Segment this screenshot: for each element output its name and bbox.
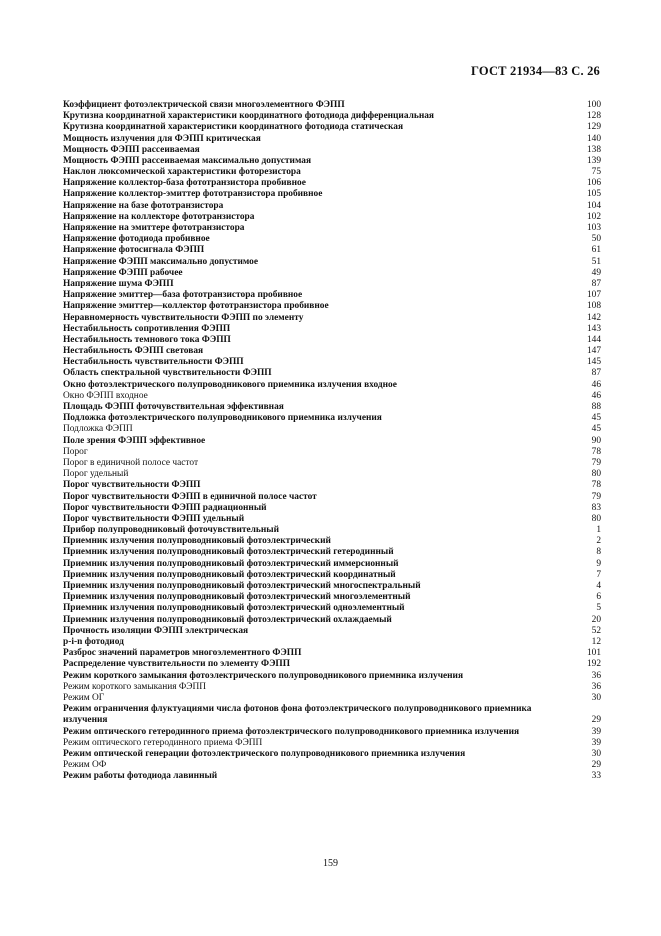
index-term: Неравномерность чувствительности ФЭПП по элементу: [63, 312, 304, 323]
index-entry: [63, 122, 601, 133]
index-entry: [63, 313, 601, 324]
index-term: Приемник излучения полупроводниковый фотоэлектрический иммерсионный: [63, 558, 399, 569]
index-term: Режим ОГ: [63, 692, 105, 703]
index-page-number: 83: [591, 502, 601, 513]
index-term: Напряжение ФЭПП максимально допустимое: [63, 256, 259, 267]
index-term: Нестабильность сопротивления ФЭПП: [63, 323, 231, 334]
index-page-number: 30: [591, 748, 601, 759]
index-page-number: 144: [586, 334, 601, 345]
index-term: Порог в единичной полосе частот: [63, 457, 199, 468]
index-term: Приемник излучения полупроводниковый фотоэлектрический многоспектральный: [63, 581, 421, 592]
index-entry: [63, 268, 601, 279]
index-entry: [63, 145, 601, 156]
index-page-number: 39: [591, 737, 601, 748]
index-term: Крутизна координатной характеристики координатного фотодиода дифференциальная: [63, 111, 434, 122]
index-term: Область спектральной чувствительности ФЭПП: [63, 368, 272, 379]
index-page-number: 106: [586, 178, 601, 189]
index-term: Распределение чувствительности по элементу ФЭПП: [63, 659, 291, 670]
index-page-number: 80: [591, 513, 601, 524]
index-term: Наклон люксомической характеристики фоторезистора: [63, 167, 301, 178]
index-page-number: 78: [591, 446, 601, 457]
index-entry: [63, 402, 601, 413]
index-page-number: 108: [586, 301, 601, 312]
index-entry: [63, 447, 601, 458]
index-term: Приемник излучения полупроводниковый фотоэлектрический охлаждаемый: [63, 614, 392, 625]
index-page-number: 46: [591, 390, 601, 401]
index-term: Порог: [63, 446, 88, 457]
index-term: Порог чувствительности ФЭПП удельный: [63, 513, 245, 524]
index-entry: [63, 760, 601, 771]
index-term: Напряжение шума ФЭПП: [63, 278, 174, 289]
index-term: Напряжение ФЭПП рабочее: [63, 267, 183, 278]
index-page-number: 1: [596, 525, 601, 536]
index-page-number: 33: [591, 771, 601, 782]
index-entry: [63, 245, 601, 256]
index-term: Нестабильность чувствительности ФЭПП: [63, 357, 244, 368]
index-page-number: 104: [586, 200, 601, 211]
index-term: Коэффициент фотоэлектрической связи многоэлементного ФЭПП: [63, 99, 345, 110]
index-page-number: 6: [596, 592, 601, 603]
index-entry: [63, 469, 601, 480]
index-term: Режим короткого замыкания фотоэлектрического полупроводникового приемника излучения: [63, 670, 464, 681]
index-term: Приемник излучения полупроводниковый фотоэлектрический гетеродинный: [63, 547, 394, 558]
index-entry: [63, 223, 601, 234]
index-entry: [63, 201, 601, 212]
index-term: Напряжение коллектор-эмиттер фототранзистора пробивное: [63, 189, 323, 200]
index-entry: [63, 671, 601, 682]
index-entry: [63, 134, 601, 145]
index-entry: [63, 693, 601, 704]
index-term: Порог чувствительности ФЭПП: [63, 480, 201, 491]
index-term: Приемник излучения полупроводниковый фотоэлектрический одноэлементный: [63, 603, 405, 614]
index-page-number: 128: [586, 111, 601, 122]
index-entry: [63, 380, 601, 391]
index-page-number: 80: [591, 469, 601, 480]
index-page-number: 46: [591, 379, 601, 390]
index-page-number: 140: [586, 133, 601, 144]
index-page-number: 39: [591, 726, 601, 737]
index-page-number: 79: [591, 491, 601, 502]
index-entry: [63, 592, 601, 603]
index-page-number: 45: [591, 424, 601, 435]
page-number: 159: [323, 858, 338, 869]
index-page-number: 147: [586, 346, 601, 357]
index-page-number: 30: [591, 692, 601, 703]
index-page-number: 79: [591, 457, 601, 468]
index-page-number: 90: [591, 435, 601, 446]
index-term: Мощность ФЭПП рассеиваемая максимально допустимая: [63, 155, 312, 166]
index-term: Напряжение эмиттер—коллектор фототранзистора пробивное: [63, 301, 329, 312]
index-entry: [63, 279, 601, 290]
index-entry: [63, 436, 601, 447]
index-entry: [63, 301, 601, 312]
index-page-number: 52: [591, 625, 601, 636]
index-entry: [63, 626, 601, 637]
index-entry: [63, 603, 601, 614]
index-entry: [63, 346, 601, 357]
index-term: Режим ограничения флуктуациями числа фотонов фона фотоэлектрического полупроводникового приемника излучения: [63, 704, 532, 726]
index-term: Режим оптической генерации фотоэлектрического полупроводникового приемника излучения: [63, 748, 466, 759]
index-term: Напряжение фотодиода пробивное: [63, 234, 210, 245]
index-page-number: 61: [591, 245, 601, 256]
index-page-number: 8: [596, 547, 601, 558]
index-page-number: 5: [596, 603, 601, 614]
index-entry: [63, 749, 601, 760]
index-term: Напряжение эмиттер—база фототранзистора пробивное: [63, 290, 303, 301]
index-page-number: 103: [586, 223, 601, 234]
index-term: Прочность изоляции ФЭПП электрическая: [63, 625, 249, 636]
index-page-number: 12: [591, 636, 601, 647]
index-page-number: 4: [596, 581, 601, 592]
index-page-number: 36: [591, 681, 601, 692]
index-entry: [63, 100, 601, 111]
index-page-number: 143: [586, 323, 601, 334]
index-term: p-i-n фотодиод: [63, 636, 124, 647]
index-page-number: 88: [591, 402, 601, 413]
index-page-number: 7: [596, 569, 601, 580]
index-term: Приемник излучения полупроводниковый фотоэлектрический координатный: [63, 569, 396, 580]
index-entry: [63, 234, 601, 245]
index-entry: [63, 704, 601, 726]
index-entry: [63, 324, 601, 335]
index-term: Режим ОФ: [63, 760, 107, 771]
index-page-number: 107: [586, 290, 601, 301]
index-page-number: 102: [586, 211, 601, 222]
index-page-number: 36: [591, 670, 601, 681]
index-entry: [63, 190, 601, 201]
index-term: Приемник излучения полупроводниковый фотоэлектрический: [63, 536, 331, 547]
index-page-number: 51: [591, 256, 601, 267]
index-term: Окно ФЭПП входное: [63, 390, 148, 401]
index-entry: [63, 559, 601, 570]
index-term: Режим работы фотодиода лавинный: [63, 771, 218, 782]
index-entry: [63, 648, 601, 659]
index-page-number: 9: [596, 558, 601, 569]
index-page-number: 87: [591, 368, 601, 379]
index-term: Порог чувствительности ФЭПП радиационный: [63, 502, 267, 513]
index-page-number: 101: [586, 648, 601, 659]
index-term: Порог удельный: [63, 469, 129, 480]
index-entry: [63, 257, 601, 268]
index-entry: [63, 570, 601, 581]
index-term: Напряжение на базе фототранзистора: [63, 200, 224, 211]
index-entry: [63, 357, 601, 368]
index-entry: [63, 492, 601, 503]
index-page-number: 87: [591, 278, 601, 289]
index-entry: [63, 771, 601, 782]
index-term: Приемник излучения полупроводниковый фотоэлектрический многоэлементный: [63, 592, 411, 603]
index-page-number: 20: [591, 614, 601, 625]
index-page-number: 2: [596, 536, 601, 547]
index-entry: [63, 514, 601, 525]
index-entry: [63, 458, 601, 469]
index-page-number: 129: [586, 122, 601, 133]
index-entry: [63, 682, 601, 693]
index-entry: [63, 659, 601, 670]
index-entry: [63, 536, 601, 547]
index-term: Нестабильность ФЭПП световая: [63, 346, 204, 357]
index-term: Мощность ФЭПП рассеиваемая: [63, 144, 200, 155]
index-term: Нестабильность темнового тока ФЭПП: [63, 334, 231, 345]
index-entry: [63, 738, 601, 749]
index-term: Крутизна координатной характеристики координатного фотодиода статическая: [63, 122, 404, 133]
index-entry: [63, 424, 601, 435]
index-term: Напряжение на эмиттере фототранзистора: [63, 223, 245, 234]
index-entry: [63, 637, 601, 648]
index-entry: [63, 480, 601, 491]
index-term: Подложка фотоэлектрического полупроводникового приемника излучения: [63, 413, 382, 424]
index-entry: [63, 212, 601, 223]
index-page-number: 192: [586, 659, 601, 670]
index-entry: [63, 335, 601, 346]
index-term: Разброс значений параметров многоэлементного ФЭПП: [63, 648, 302, 659]
index-entry: [63, 548, 601, 559]
index-page-number: 139: [586, 155, 601, 166]
index-entry: [63, 391, 601, 402]
index-entry: [63, 178, 601, 189]
index-term: Режим оптического гетеродинного приема ФЭПП: [63, 737, 263, 748]
index-term: Площадь ФЭПП фоточувствительная эффективная: [63, 402, 284, 413]
index-page-number: 75: [591, 167, 601, 178]
index-term: Напряжение на коллекторе фототранзистора: [63, 211, 255, 222]
index-page-number: 105: [586, 189, 601, 200]
index-term: Порог чувствительности ФЭПП в единичной полосе частот: [63, 491, 317, 502]
index-term: Мощность излучения для ФЭПП критическая: [63, 133, 261, 144]
index-entry: [63, 727, 601, 738]
index-entry: [63, 581, 601, 592]
index-page-number: 45: [591, 413, 601, 424]
index-page-number: 145: [586, 357, 601, 368]
index-page-number: 100: [586, 99, 601, 110]
index-entry: [63, 156, 601, 167]
index-entry: [63, 167, 601, 178]
index-term: Режим оптического гетеродинного приема фотоэлектрического полупроводникового приемника излучения: [63, 726, 520, 737]
index-term: Напряжение фотосигнала ФЭПП: [63, 245, 205, 256]
index-page-number: 142: [586, 312, 601, 323]
index-entry: [63, 615, 601, 626]
subject-index: [63, 100, 601, 782]
index-page-number: 138: [586, 144, 601, 155]
page-header: ГОСТ 21934—83 С. 26: [471, 64, 600, 78]
index-term: Режим короткого замыкания ФЭПП: [63, 681, 207, 692]
index-page-number: 29: [591, 760, 601, 771]
index-term: Поле зрения ФЭПП эффективное: [63, 435, 206, 446]
index-entry: [63, 413, 601, 424]
index-entry: [63, 369, 601, 380]
index-term: Подложка ФЭПП: [63, 424, 133, 435]
index-entry: [63, 503, 601, 514]
index-entry: [63, 290, 601, 301]
index-term: Напряжение коллектор-база фототранзистора пробивное: [63, 178, 306, 189]
index-term: Окно фотоэлектрического полупроводникового приемника излучения входное: [63, 379, 397, 390]
index-entry: [63, 111, 601, 122]
index-entry: [63, 525, 601, 536]
index-term: Прибор полупроводниковый фоточувствительный: [63, 525, 279, 536]
index-page-number: 29: [591, 715, 601, 726]
index-page-number: 78: [591, 480, 601, 491]
index-page-number: 50: [591, 234, 601, 245]
index-page-number: 49: [591, 267, 601, 278]
